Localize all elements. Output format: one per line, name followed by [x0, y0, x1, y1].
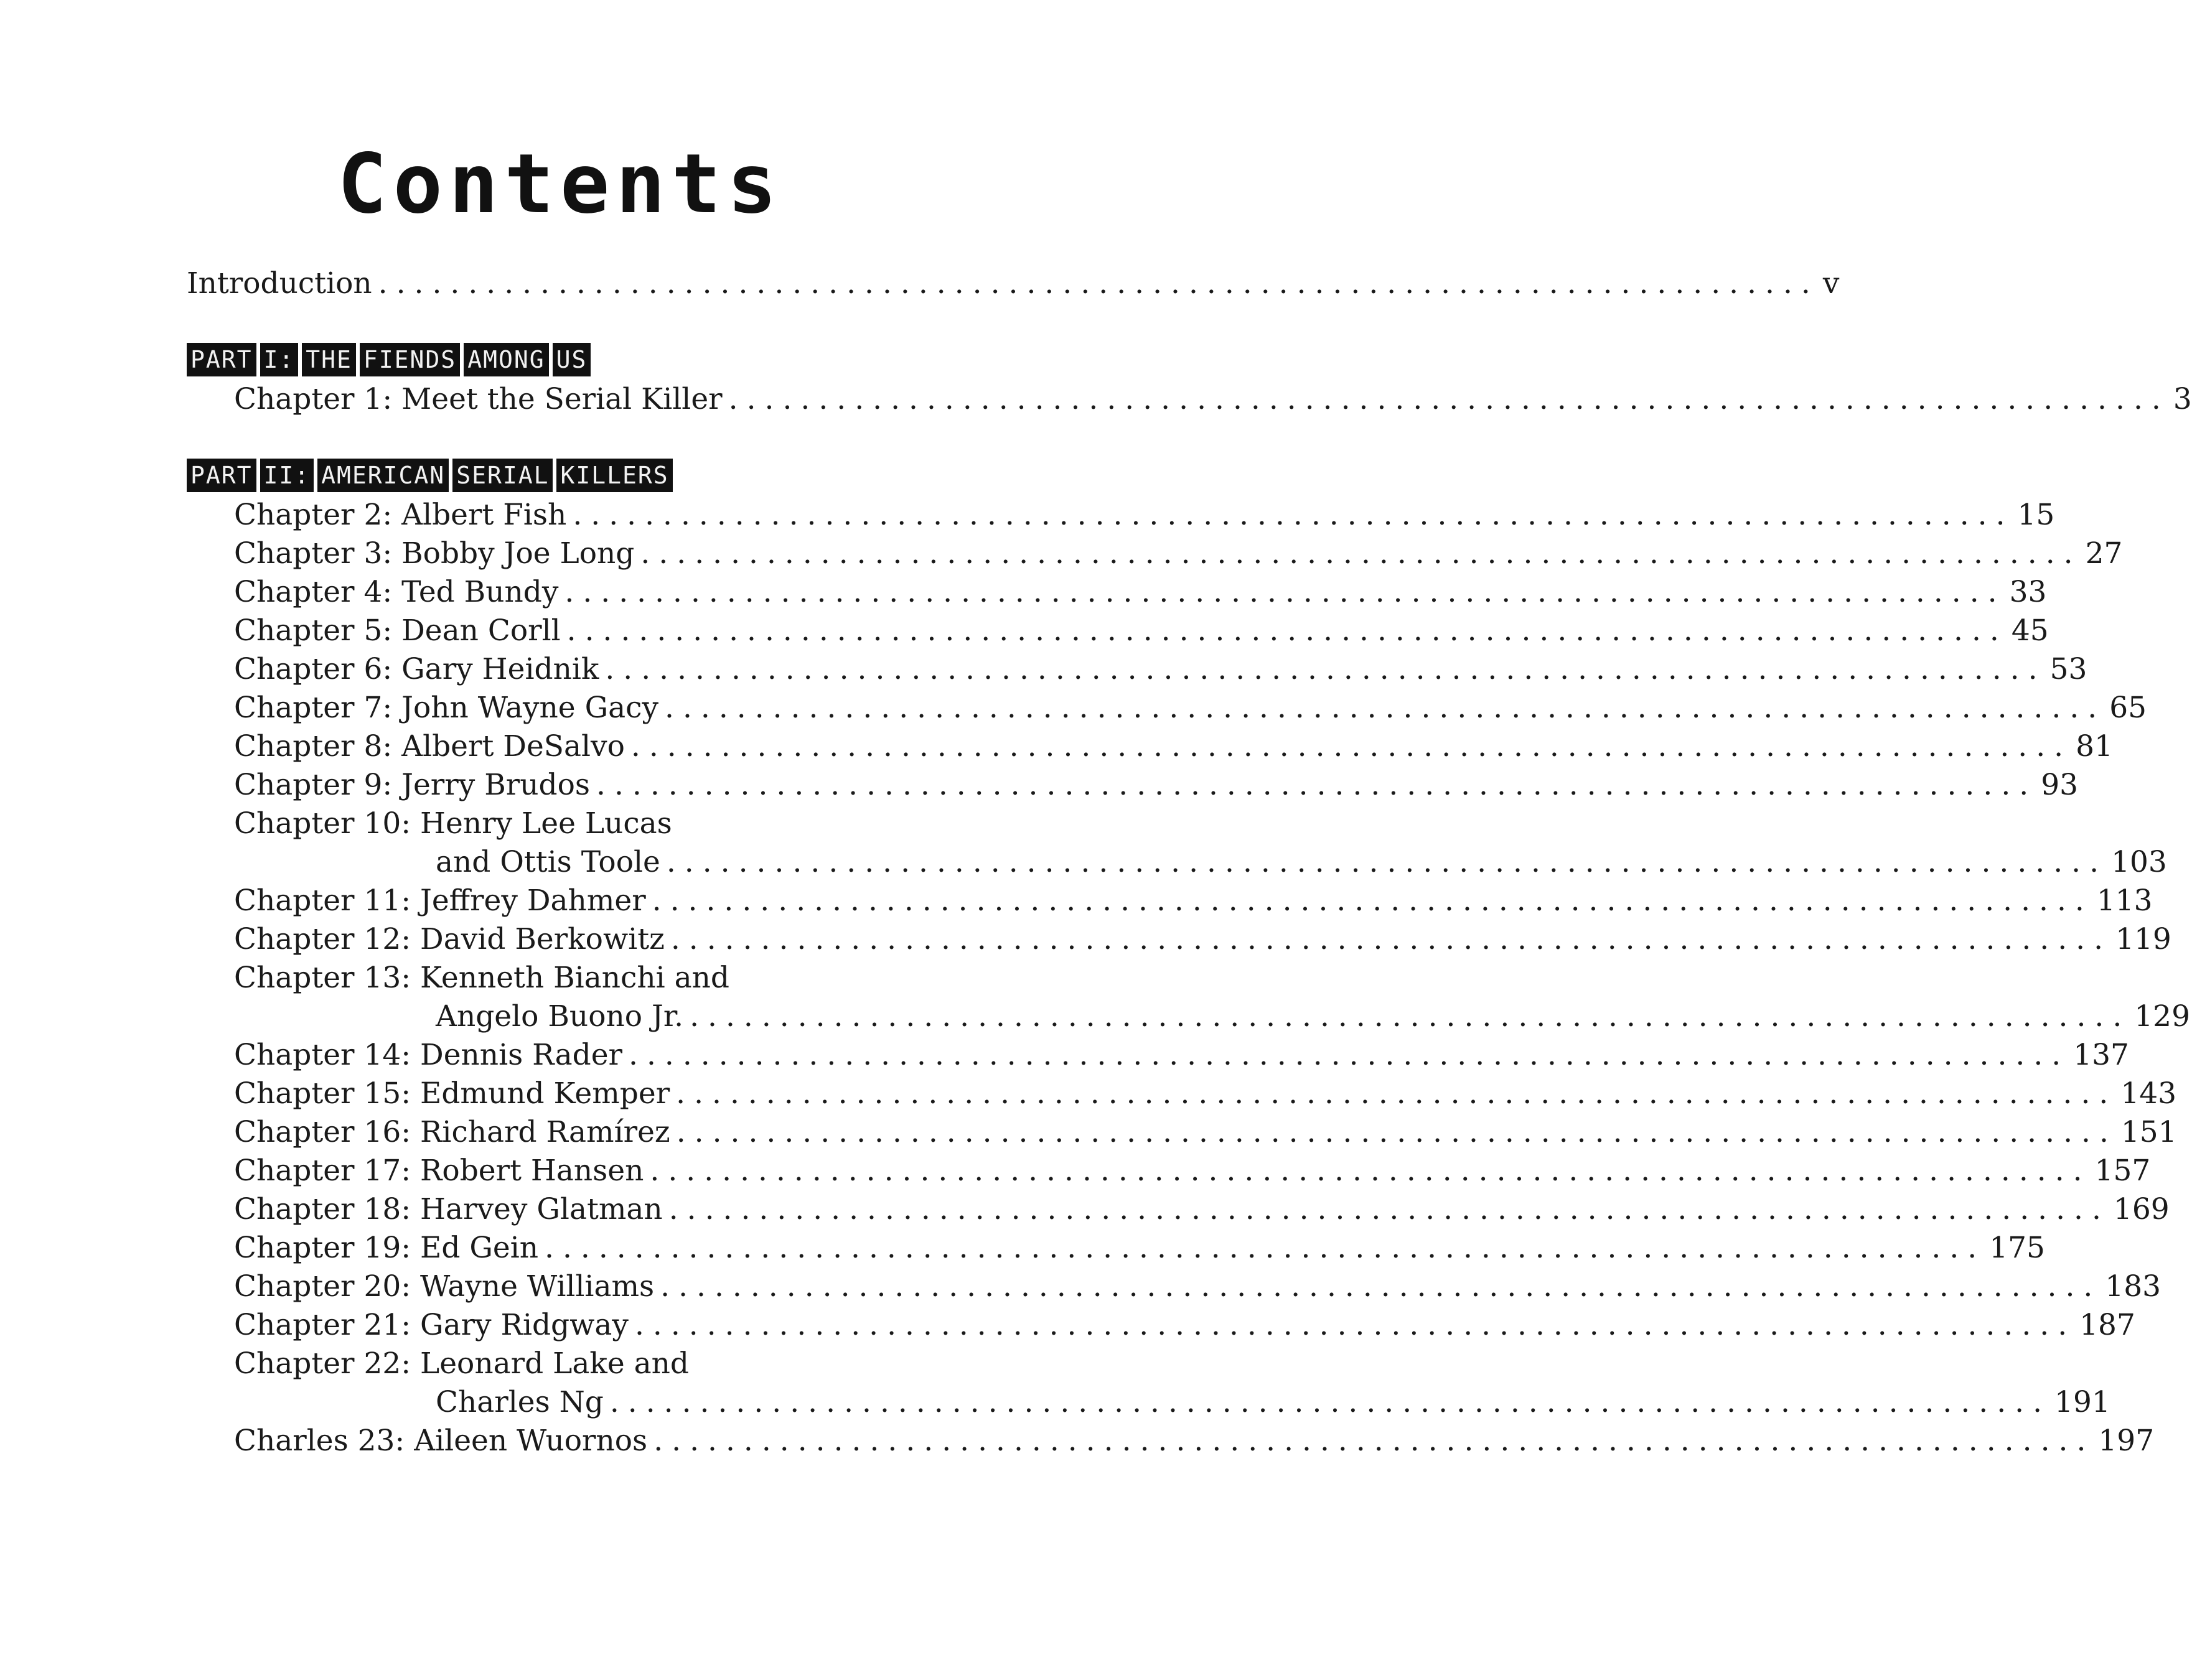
- toc-entry: [187, 380, 2192, 419]
- toc-entry: [187, 843, 2167, 882]
- part-heading-word: FIENDS: [360, 343, 460, 376]
- toc-entry-label: Chapter 21: Gary Ridgway: [234, 1308, 629, 1342]
- leader-dots: ................................................................................: [665, 691, 2106, 725]
- toc-entry-label: Chapter 17: Robert Hansen: [234, 1154, 644, 1188]
- toc-entry-label: Chapter 8: Albert DeSalvo: [234, 729, 625, 763]
- toc-entry-label: Chapter 15: Edmund Kemper: [234, 1076, 670, 1111]
- toc-entry-page: 113: [2096, 884, 2153, 918]
- leader-dots: ................................................................................: [653, 1424, 2095, 1458]
- leader-dots: ................................................................................: [564, 575, 2006, 609]
- toc-entry-page: 93: [2041, 768, 2079, 802]
- toc-entry: [187, 1383, 2110, 1422]
- leader-dots: ................................................................................: [670, 922, 2112, 956]
- page-title: Contents: [337, 136, 783, 232]
- leader-dots: ................................................................................: [596, 768, 2038, 802]
- leader-dots: ................................................................................: [668, 1192, 2110, 1226]
- leader-dots: ................................................................................: [676, 1115, 2117, 1149]
- toc-entry: [187, 496, 2055, 534]
- toc-entry-first-line: Chapter 13: Kenneth Bianchi and: [234, 961, 729, 995]
- part-1-chapters: [187, 380, 2192, 419]
- toc-entry-page: 81: [2076, 729, 2113, 763]
- toc-entry-page: 187: [2079, 1308, 2135, 1342]
- toc-entry-label: Chapter 9: Jerry Brudos: [234, 768, 590, 802]
- toc-entry: [187, 1422, 2155, 1460]
- toc-entry-page: 143: [2120, 1076, 2177, 1111]
- toc-entry-page: 191: [2054, 1385, 2110, 1419]
- toc-entry-label: Chapter 12: David Berkowitz: [234, 922, 665, 956]
- leader-dots: ................................................................................: [652, 884, 2093, 918]
- toc-entry-page: 27: [2085, 536, 2123, 571]
- leader-dots: ................................................................................: [566, 614, 2008, 648]
- toc-entry: [187, 766, 2079, 805]
- toc-entry-label: Chapter 7: John Wayne Gacy: [234, 691, 659, 725]
- toc-entry-label: Chapter 5: Dean Corll: [234, 614, 561, 648]
- leader-dots: ................................................................................: [634, 1308, 2076, 1342]
- leader-dots: ................................................................................: [609, 1385, 2051, 1419]
- toc-entry: [187, 573, 2047, 612]
- leader-dots: ................................................................................: [573, 498, 2014, 532]
- leader-dots: ................................................................................: [640, 536, 2082, 571]
- leader-dots: ................................................................................: [629, 1038, 2070, 1072]
- toc-entry-introduction: [187, 264, 1840, 303]
- toc-entry-label: Chapter 11: Jeffrey Dahmer: [234, 884, 646, 918]
- toc-entry-page: 197: [2098, 1424, 2155, 1458]
- toc-entry-label: Chapter 4: Ted Bundy: [234, 575, 559, 609]
- leader-dots: ................................................................................: [728, 382, 2170, 416]
- toc-entry-page: 53: [2049, 652, 2087, 686]
- toc-entry-label: Chapter 6: Gary Heidnik: [234, 652, 599, 686]
- toc-entry-label: Angelo Buono Jr.: [436, 999, 684, 1034]
- leader-dots: ................................................................................: [630, 729, 2073, 763]
- toc-entry-label: Chapter 16: Richard Ramírez: [234, 1115, 670, 1149]
- toc-entry-label: Chapter 20: Wayne Williams: [234, 1269, 655, 1304]
- part-heading-word: PART: [187, 343, 256, 376]
- toc-entry-first-line: Chapter 10: Henry Lee Lucas: [234, 806, 672, 841]
- part-heading-word: AMONG: [464, 343, 548, 376]
- toc-entry-label: Chapter 3: Bobby Joe Long: [234, 536, 635, 571]
- toc-entry: [187, 612, 2049, 650]
- part-heading-2: [187, 459, 934, 492]
- toc-entry-page: v: [1822, 266, 1840, 301]
- toc-entry-page: 169: [2113, 1192, 2170, 1226]
- toc-entry: [187, 1306, 2135, 1345]
- toc-entry-page: 33: [2009, 575, 2047, 609]
- toc-entry-label: Chapter 2: Albert Fish: [234, 498, 567, 532]
- part-heading-word: US: [553, 343, 591, 376]
- toc-entry-page: 157: [2094, 1154, 2151, 1188]
- toc-entry-page: 175: [1989, 1231, 2045, 1265]
- leader-dots: ................................................................................: [666, 845, 2108, 879]
- toc-entry: [187, 1190, 2170, 1229]
- leader-dots: ................................................................................: [545, 1231, 1986, 1265]
- leader-dots: ................................................................................: [676, 1076, 2117, 1111]
- toc-entry-label: Chapter 19: Ed Gein: [234, 1231, 539, 1265]
- toc-entry-label: Charles 23: Aileen Wuornos: [234, 1424, 648, 1458]
- toc-entry: [187, 920, 2171, 959]
- toc-entry: [187, 1075, 2177, 1113]
- toc-entry-page: 65: [2109, 691, 2147, 725]
- part-heading-word: II:: [260, 459, 314, 492]
- toc-entry-page: 15: [2017, 498, 2055, 532]
- leader-dots: ................................................................................: [660, 1269, 2102, 1304]
- part-heading-word: I:: [260, 343, 299, 376]
- toc-entry: [187, 997, 2190, 1036]
- toc-entry: [187, 727, 2113, 766]
- part-heading-word: KILLERS: [556, 459, 672, 492]
- toc-entry-page: 45: [2011, 614, 2049, 648]
- toc-entry-label: Chapter 1: Meet the Serial Killer: [234, 382, 723, 416]
- toc-entry-first-line: Chapter 22: Leonard Lake and: [234, 1346, 689, 1381]
- toc-entry: [187, 882, 2153, 920]
- part-heading-word: AMERICAN: [317, 459, 449, 492]
- toc-entry-page: 151: [2120, 1115, 2177, 1149]
- toc-entry-page: 119: [2115, 922, 2171, 956]
- toc-entry: [187, 534, 2123, 573]
- toc-entry: [187, 650, 2087, 689]
- toc-entry: [187, 1229, 2045, 1267]
- leader-dots: ................................................................................: [690, 999, 2131, 1034]
- part-heading-word: THE: [302, 343, 356, 376]
- toc-entry-label: Chapter 14: Dennis Rader: [234, 1038, 623, 1072]
- toc-entry: [187, 1036, 2129, 1075]
- part-2-chapters: [187, 496, 2190, 1460]
- part-heading-word: PART: [187, 459, 256, 492]
- toc-entry-label: Introduction: [187, 266, 372, 301]
- toc-entry: [187, 1152, 2151, 1190]
- toc-entry-page: 3: [2173, 382, 2192, 416]
- part-heading-word: SERIAL: [452, 459, 553, 492]
- toc-entry: [187, 1267, 2162, 1306]
- toc-entry: [187, 689, 2147, 727]
- toc-entry-page: 183: [2105, 1269, 2162, 1304]
- toc-entry-page: 137: [2073, 1038, 2129, 1072]
- toc-entry: [187, 1113, 2177, 1152]
- leader-dots: ................................................................................: [605, 652, 2046, 686]
- part-heading-1: [187, 343, 934, 376]
- toc-entry-page: 129: [2134, 999, 2190, 1034]
- toc-entry-label: Charles Ng: [436, 1385, 604, 1419]
- toc-entry-page: 103: [2111, 845, 2167, 879]
- toc-entry-label: Chapter 18: Harvey Glatman: [234, 1192, 663, 1226]
- leader-dots: ................................................................................: [378, 266, 1819, 301]
- leader-dots: ................................................................................: [650, 1154, 2091, 1188]
- table-of-contents: [187, 264, 2192, 1460]
- toc-entry-label: and Ottis Toole: [436, 845, 660, 879]
